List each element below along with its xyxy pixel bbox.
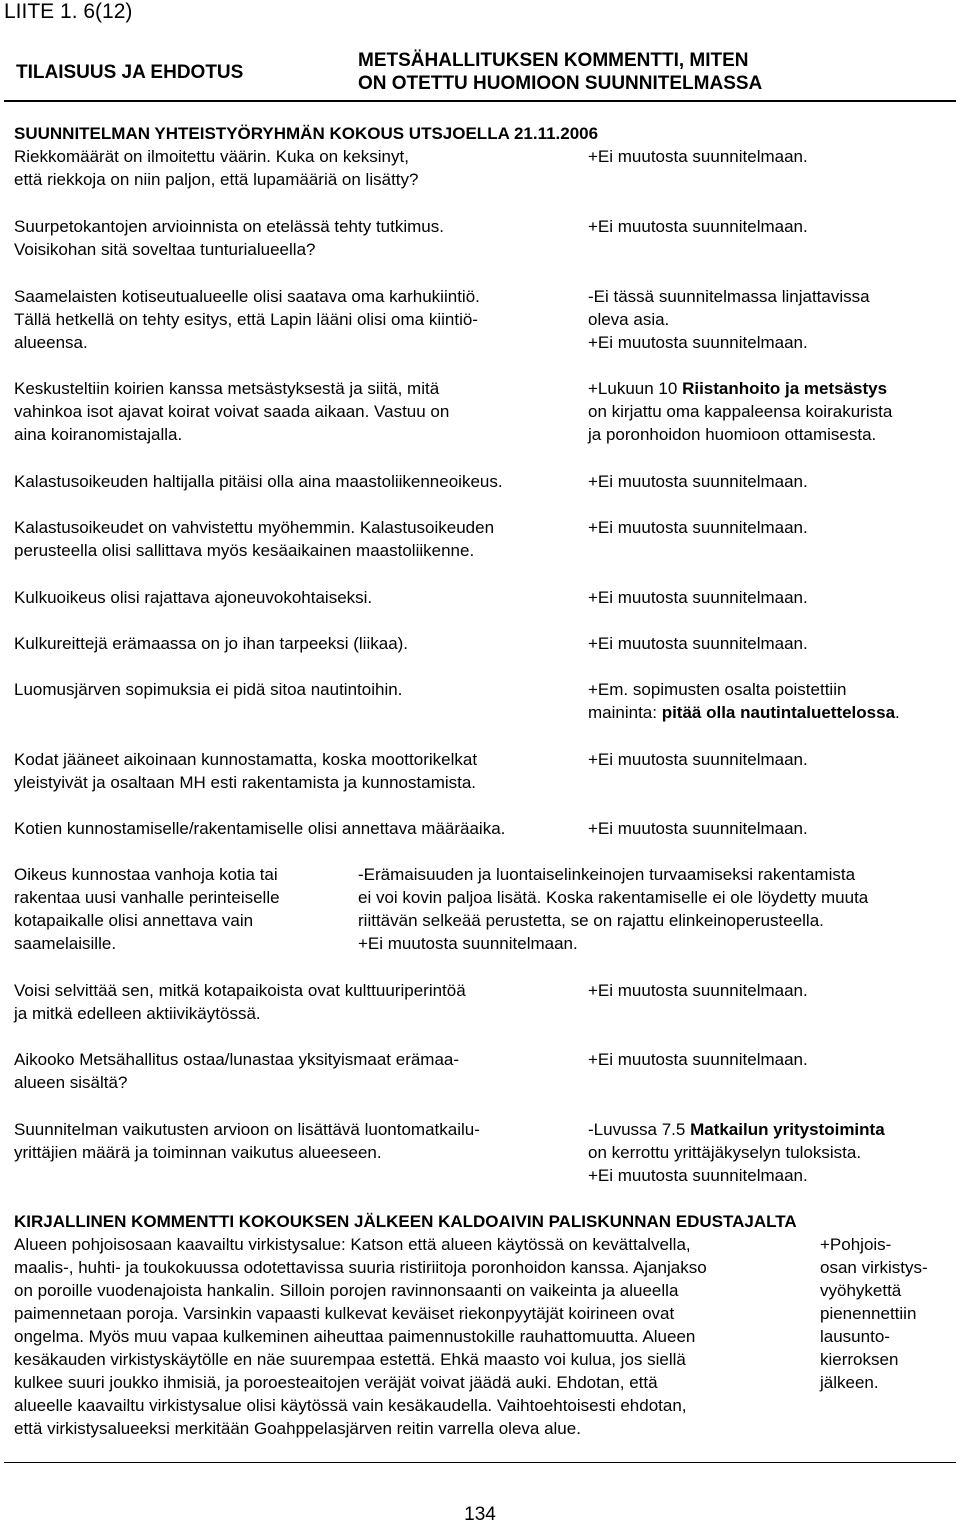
proposal-text bbox=[14, 748, 477, 794]
proposal-line: Keskusteltiin koirien kanssa metsästyksestä ja siitä, mitä bbox=[14, 379, 440, 398]
proposal-text bbox=[14, 586, 372, 609]
meeting-title: SUUNNITELMAN YHTEISTYÖRYHMÄN KOKOUS UTSJOELLA 21.11.2006 bbox=[14, 124, 599, 143]
comment-suffix: . bbox=[895, 703, 900, 722]
body-line: kesäkauden virkistyskäytölle en näe suurempaa estettä. Ehkä maasto voi kulua, jos siellä bbox=[14, 1350, 686, 1369]
comment-text bbox=[588, 748, 808, 771]
proposal-text bbox=[14, 817, 505, 840]
comment-line: ja poronhoidon huomioon ottamisesta. bbox=[588, 425, 877, 444]
written-comment-body bbox=[14, 1233, 707, 1440]
response-line: jälkeen. bbox=[820, 1373, 879, 1392]
proposal-line: alueen sisältä? bbox=[14, 1073, 128, 1092]
proposal-line: että riekkoja on niin paljon, että lupamääriä on lisätty? bbox=[14, 170, 419, 189]
proposal-line: Suurpetokantojen arvioinnista on etelässä tehty tutkimus. bbox=[14, 217, 444, 236]
comment-text bbox=[588, 377, 892, 446]
comment-line: +Ei muutosta suunnitelmaan. bbox=[588, 634, 808, 653]
comment-prefix: -Luvussa 7.5 bbox=[588, 1120, 691, 1139]
response-line: kierroksen bbox=[820, 1350, 899, 1369]
comment-text bbox=[588, 285, 870, 354]
comment-prefix: +Lukuun 10 bbox=[588, 379, 683, 398]
comment-line: +Ei muutosta suunnitelmaan. bbox=[358, 934, 578, 953]
proposal-line: Kodat jääneet aikoinaan kunnostamatta, koska moottorikelkat bbox=[14, 750, 478, 769]
comment-line: +Ei muutosta suunnitelmaan. bbox=[588, 750, 808, 769]
proposal-line: yleistyivät ja osaltaan MH esti rakentamista ja kunnostamista. bbox=[14, 773, 477, 792]
response-line: osan virkistys- bbox=[820, 1258, 928, 1277]
written-comment-title: KIRJALLINEN KOMMENTTI KOKOUKSEN JÄLKEEN KALDOAIVIN PALISKUNNAN EDUSTAJALTA bbox=[14, 1212, 797, 1231]
proposal-line: kotapaikalle olisi annettava vain bbox=[14, 911, 254, 930]
comment-line: +Ei muutosta suunnitelmaan. bbox=[588, 518, 808, 537]
body-line: että virkistysalueeksi merkitään Goahppelasjärven reitin varrella oleva alue. bbox=[14, 1419, 581, 1438]
comment-prefix: maininta: bbox=[588, 703, 662, 722]
comment-line: +Ei muutosta suunnitelmaan. bbox=[588, 217, 808, 236]
proposal-text bbox=[14, 377, 449, 446]
comment-text bbox=[588, 632, 808, 655]
chapter-reference: Matkailun yritystoiminta bbox=[690, 1120, 885, 1139]
response-line: pienennettiin bbox=[820, 1304, 917, 1323]
comment-line: on kerrottu yrittäjäkyselyn tuloksista. bbox=[588, 1143, 862, 1162]
body-line: alueelle kaavailtu virkistysalue olisi käytössä vain kesäkaudella. Vaihtoehtoisesti ehdotan, bbox=[14, 1396, 687, 1415]
comment-line: -Ei tässä suunnitelmassa linjattavissa bbox=[588, 287, 870, 306]
proposal-text bbox=[14, 145, 418, 191]
proposal-text bbox=[14, 1118, 480, 1164]
comment-line: +Ei muutosta suunnitelmaan. bbox=[588, 819, 808, 838]
chapter-reference: Riistanhoito ja metsästys bbox=[682, 379, 888, 398]
proposal-line: Saamelaisten kotiseutualueelle olisi saatava oma karhukiintiö. bbox=[14, 287, 480, 306]
comment-line: oleva asia. bbox=[588, 310, 670, 329]
comment-text bbox=[588, 678, 900, 724]
proposal-line: ja mitkä edelleen aktiivikäytössä. bbox=[14, 1004, 261, 1023]
comment-line bbox=[588, 1118, 885, 1141]
comment-line: +Ei muutosta suunnitelmaan. bbox=[588, 333, 808, 352]
comment-text bbox=[588, 979, 808, 1002]
proposal-line: Kalastusoikeudet on vahvistettu myöhemmin. Kalastusoikeuden bbox=[14, 518, 495, 537]
comment-text bbox=[588, 817, 808, 840]
comment-line: +Ei muutosta suunnitelmaan. bbox=[588, 1050, 808, 1069]
comment-line: +Ei muutosta suunnitelmaan. bbox=[588, 1166, 808, 1185]
proposal-line: Kotien kunnostamiselle/rakentamiselle olisi annettava määräaika. bbox=[14, 819, 506, 838]
response-line: vyöhykettä bbox=[820, 1281, 902, 1300]
response-line: lausunto- bbox=[820, 1327, 890, 1346]
proposal-text bbox=[14, 979, 466, 1025]
body-line: paimennetaan poroja. Varsinkin vapaasti kulkevat keväiset riekonpyytäjät koirineen ovat bbox=[14, 1304, 675, 1323]
proposal-line: Riekkomäärät on ilmoitettu väärin. Kuka on keksinyt, bbox=[14, 147, 409, 166]
header-right-line: METSÄHALLITUKSEN KOMMENTTI, MITEN bbox=[358, 50, 749, 71]
comment-line: +Ei muutosta suunnitelmaan. bbox=[588, 147, 808, 166]
written-comment-response bbox=[820, 1233, 928, 1394]
comment-line: +Ei muutosta suunnitelmaan. bbox=[588, 588, 808, 607]
body-line: ongelma. Myös muu vapaa kulkeminen aiheuttaa paimennustokille rauhattomuutta. Alueen bbox=[14, 1327, 696, 1346]
comment-text bbox=[588, 145, 808, 168]
comment-text bbox=[588, 1118, 885, 1187]
proposal-text bbox=[14, 470, 503, 493]
proposal-text bbox=[14, 516, 494, 562]
proposal-line: Voisikohan sitä soveltaa tunturialueella? bbox=[14, 240, 316, 259]
comment-text bbox=[588, 215, 808, 238]
comment-line: on kirjattu oma kappaleensa koirakurista bbox=[588, 402, 893, 421]
proposal-text bbox=[14, 863, 280, 955]
body-line: Alueen pohjoisosaan kaavailtu virkistysalue: Katson että alueen käytössä on kevättalvella, bbox=[14, 1235, 691, 1254]
proposal-line: Voisi selvittää sen, mitkä kotapaikoista ovat kulttuuriperintöä bbox=[14, 981, 466, 1000]
comment-line: riittävän selkeää perustetta, se on rajattu elinkeinoperusteella. bbox=[358, 911, 824, 930]
body-line: maalis-, huhti- ja toukokuussa odotettavissa suuria ristiriitoja poronhoidon kanssa. Ajanjakso bbox=[14, 1258, 707, 1277]
comment-text bbox=[588, 1048, 808, 1071]
proposal-line: vahinkoa isot ajavat koirat voivat saada aikaan. Vastuu on bbox=[14, 402, 450, 421]
comment-text bbox=[588, 470, 808, 493]
header-right-title bbox=[358, 49, 762, 95]
proposal-text bbox=[14, 1048, 459, 1094]
comment-line: -Erämaisuuden ja luontaiselinkeinojen turvaamiseksi rakentamista bbox=[358, 865, 856, 884]
comment-line: ei voi kovin paljoa lisätä. Koska rakentamiselle ei ole löydetty muuta bbox=[358, 888, 869, 907]
proposal-line: Suunnitelman vaikutusten arvioon on lisättävä luontomatkailu- bbox=[14, 1120, 480, 1139]
proposal-text bbox=[14, 215, 444, 261]
proposal-line: alueensa. bbox=[14, 333, 88, 352]
proposal-line: Oikeus kunnostaa vanhoja kotia tai bbox=[14, 865, 278, 884]
comment-line bbox=[588, 701, 900, 724]
response-line: +Pohjois- bbox=[820, 1235, 892, 1254]
proposal-line: perusteella olisi sallittava myös kesäaikainen maastoliikenne. bbox=[14, 541, 475, 560]
proposal-line: Kulkureittejä erämaassa on jo ihan tarpeeksi (liikaa). bbox=[14, 634, 409, 653]
proposal-line: Kalastusoikeuden haltijalla pitäisi olla aina maastoliikenneoikeus. bbox=[14, 472, 503, 491]
header-left-title: TILAISUUS JA EHDOTUS bbox=[16, 62, 244, 83]
proposal-line: rakentaa uusi vanhalle perinteiselle bbox=[14, 888, 280, 907]
proposal-text bbox=[14, 632, 408, 655]
comment-line: +Ei muutosta suunnitelmaan. bbox=[588, 472, 808, 491]
proposal-line: Luomusjärven sopimuksia ei pidä sitoa nautintoihin. bbox=[14, 680, 403, 699]
comment-line: +Ei muutosta suunnitelmaan. bbox=[588, 981, 808, 1000]
footer-divider bbox=[4, 1462, 956, 1463]
proposal-line: Tällä hetkellä on tehty esitys, että Lapin lääni olisi oma kiintiö- bbox=[14, 310, 478, 329]
header-divider bbox=[4, 100, 956, 102]
comment-line: +Em. sopimusten osalta poistettiin bbox=[588, 680, 847, 699]
comment-text bbox=[588, 516, 808, 539]
proposal-line: Kulkuoikeus olisi rajattava ajoneuvokohtaiseksi. bbox=[14, 588, 373, 607]
header-right-line: ON OTETTU HUOMIOON SUUNNITELMASSA bbox=[358, 73, 763, 94]
page-number: 134 bbox=[464, 1504, 496, 1525]
comment-line bbox=[588, 377, 892, 400]
proposal-line: Aikooko Metsähallitus ostaa/lunastaa yksityismaat erämaa- bbox=[14, 1050, 460, 1069]
proposal-text bbox=[14, 678, 402, 701]
comment-text bbox=[588, 586, 808, 609]
comment-text bbox=[358, 863, 868, 955]
proposal-line: aina koiranomistajalla. bbox=[14, 425, 183, 444]
proposal-line: yrittäjien määrä ja toiminnan vaikutus alueeseen. bbox=[14, 1143, 382, 1162]
emphasized-text: pitää olla nautintaluettelossa bbox=[661, 703, 896, 722]
body-line: kulkee suuri joukko ihmisiä, ja poroesteaitojen veräjät voivat jäädä auki. Ehdotan, että bbox=[14, 1373, 658, 1392]
page-label: LIITE 1. 6(12) bbox=[4, 0, 133, 23]
proposal-text bbox=[14, 285, 480, 354]
proposal-line: saamelaisille. bbox=[14, 934, 117, 953]
body-line: on poroille vuodenajoista hankalin. Silloin porojen ravinnonsaanti on vaikeinta ja alueella bbox=[14, 1281, 679, 1300]
